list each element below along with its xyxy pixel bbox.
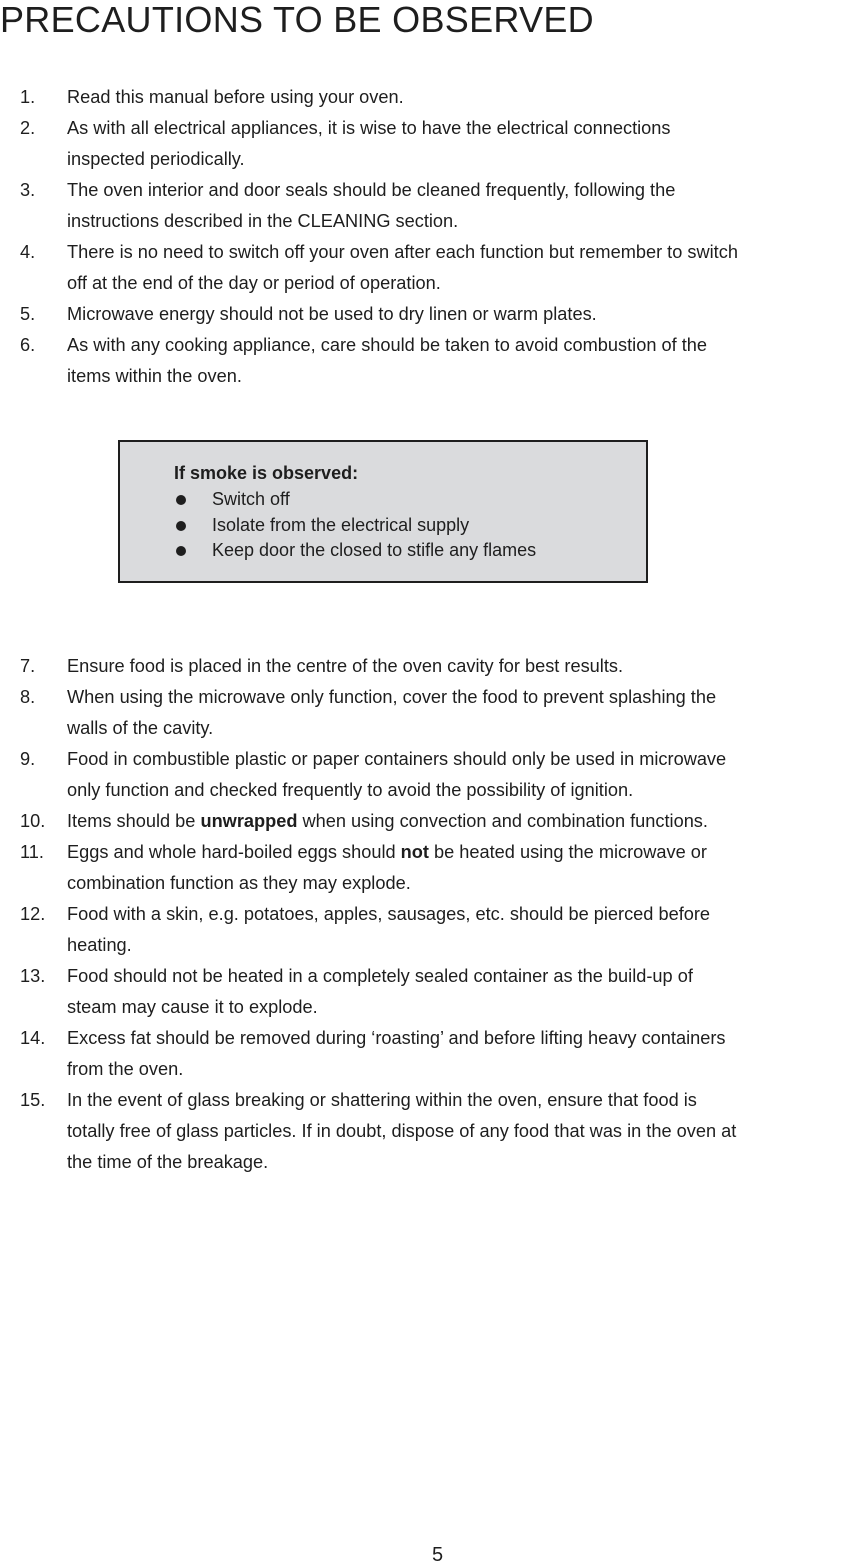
item-number: 10. — [20, 811, 46, 831]
list-item — [0, 113, 850, 175]
smoke-warning-item — [174, 513, 536, 539]
list-item — [0, 899, 850, 961]
emphasis-text: not — [400, 842, 429, 862]
list-item — [0, 1023, 850, 1085]
item-number: 8. — [20, 687, 36, 707]
smoke-warning-text: Keep door the closed to stifle any flames — [212, 540, 537, 560]
list-item — [0, 682, 850, 744]
item-text: Microwave energy should not be used to dry linen or warm plates. — [67, 304, 597, 324]
smoke-warning-item — [174, 487, 536, 513]
smoke-warning-item — [174, 538, 536, 564]
smoke-warning-list — [174, 487, 536, 564]
item-text: Read this manual before using your oven. — [67, 87, 404, 107]
list-item — [0, 82, 850, 113]
item-text: As with all electrical appliances, it is wise to have the electrical connections — [67, 118, 671, 138]
list-item — [0, 806, 850, 837]
item-text: As with any cooking appliance, care should be taken to avoid combustion of the — [67, 335, 707, 355]
smoke-warning-title: If smoke is observed: — [174, 463, 359, 483]
item-text: be heated using the microwave or — [428, 842, 707, 862]
item-text-continued: off at the end of the day or period of operation. — [67, 273, 441, 293]
item-text: When using the microwave only function, cover the food to prevent splashing the — [67, 687, 717, 707]
item-text: Ensure food is placed in the centre of the oven cavity for best results. — [67, 656, 624, 676]
item-number: 4. — [20, 242, 36, 262]
smoke-warning-box — [118, 440, 648, 583]
item-text: There is no need to switch off your oven after each function but remember to switch — [67, 242, 738, 262]
bullet-icon — [176, 546, 186, 556]
smoke-warning-text: Isolate from the electrical supply — [212, 514, 470, 535]
item-number: 3. — [20, 180, 36, 200]
precautions-list-part-1 — [0, 82, 850, 392]
item-text: Food should not be heated in a completely sealed container as the build-up of — [67, 966, 693, 986]
smoke-warning-text: Switch off — [212, 489, 290, 509]
item-text-continued: steam may cause it to explode. — [67, 997, 318, 1017]
emphasis-text: unwrapped — [200, 811, 298, 831]
item-number: 9. — [20, 749, 36, 769]
page-title: PRECAUTIONS TO BE OBSERVED — [0, 0, 594, 40]
item-number: 6. — [20, 335, 36, 355]
list-item — [0, 330, 850, 392]
item-text-continued: heating. — [67, 935, 132, 955]
page-number: 5 — [432, 1544, 444, 1566]
list-item — [0, 299, 850, 330]
item-text-continued: items within the oven. — [67, 366, 242, 386]
list-item — [0, 837, 850, 899]
item-number: 7. — [20, 656, 36, 676]
item-text-continued: instructions described in the CLEANING section. — [67, 211, 459, 231]
bullet-icon — [176, 495, 186, 505]
item-text-continued: walls of the cavity. — [67, 718, 214, 738]
item-number: 12. — [20, 904, 46, 924]
list-item — [0, 961, 850, 1023]
item-text-continued: the time of the breakage. — [67, 1152, 269, 1172]
item-text-continued: combination function as they may explode. — [67, 873, 411, 893]
list-item — [0, 744, 850, 806]
bullet-icon — [176, 521, 186, 531]
item-number: 13. — [20, 966, 46, 986]
item-text: Excess fat should be removed during ‘roasting’ and before lifting heavy containers — [67, 1028, 726, 1048]
item-text-continued: totally free of glass particles. If in doubt, dispose of any food that was in the oven at — [67, 1121, 737, 1141]
list-item — [0, 1085, 850, 1178]
item-text: when using convection and combination functions. — [297, 811, 708, 831]
item-text-continued: only function and checked frequently to avoid the possibility of ignition. — [67, 780, 634, 800]
precautions-list-part-2 — [0, 651, 850, 1178]
item-text-continued: from the oven. — [67, 1059, 184, 1079]
item-text-continued: inspected periodically. — [67, 149, 245, 169]
item-text: Eggs and whole hard-boiled eggs should — [67, 842, 401, 862]
item-text: The oven interior and door seals should be cleaned frequently, following the — [67, 180, 676, 200]
item-text: Food in combustible plastic or paper containers should only be used in microwave — [67, 749, 727, 769]
item-text: Items should be — [67, 811, 201, 831]
item-number: 2. — [20, 118, 36, 138]
item-number: 14. — [20, 1028, 46, 1048]
item-number: 15. — [20, 1090, 46, 1110]
list-item — [0, 237, 850, 299]
item-number: 11. — [20, 842, 44, 862]
list-item — [0, 651, 850, 682]
item-number: 1. — [20, 87, 36, 107]
item-number: 5. — [20, 304, 36, 324]
item-text: Food with a skin, e.g. potatoes, apples, sausages, etc. should be pierced before — [67, 904, 711, 924]
item-text: In the event of glass breaking or shattering within the oven, ensure that food is — [67, 1090, 697, 1110]
list-item — [0, 175, 850, 237]
